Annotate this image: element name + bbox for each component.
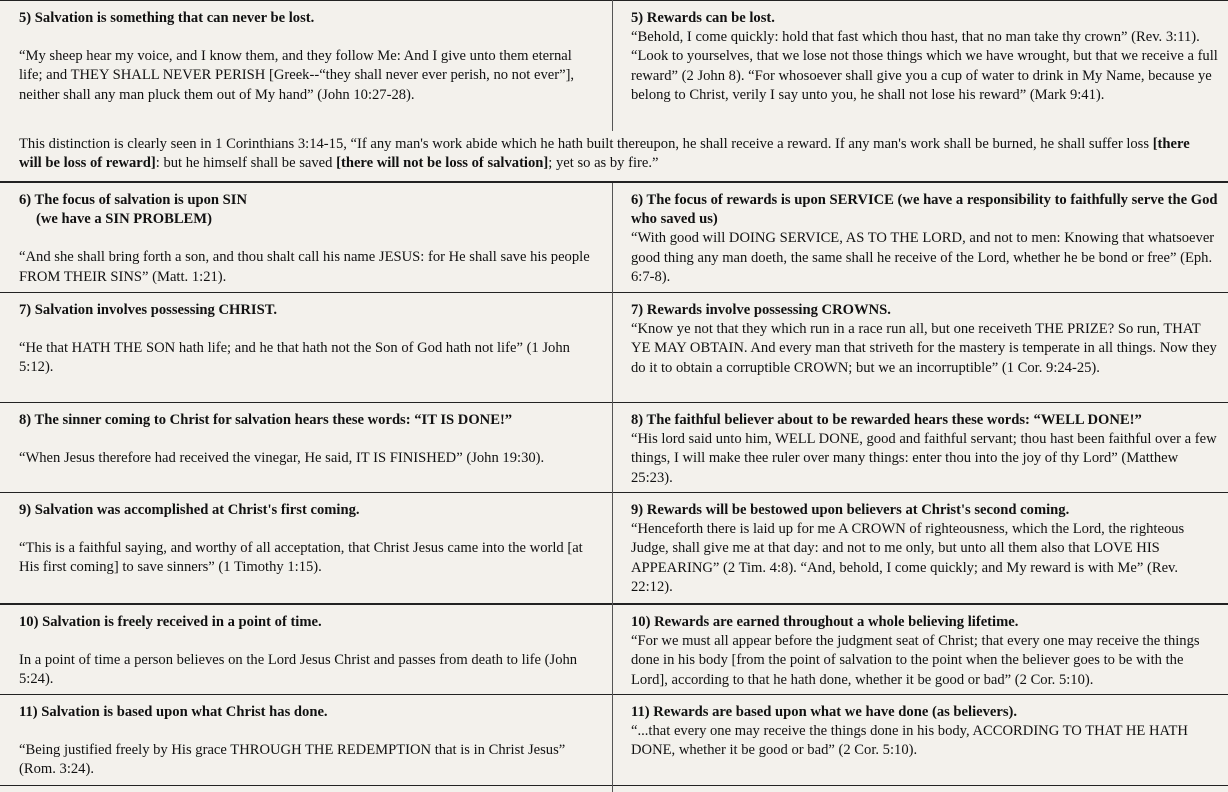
rewards-cell-8 <box>613 403 1228 492</box>
salvation-heading-11: 11) Salvation is based upon what Christ has done. <box>19 704 328 720</box>
salvation-cell-11 <box>0 695 612 785</box>
rewards-heading-6: 6) The focus of rewards is upon SERVICE (we have a responsibility to faithfully serve the God who saved us) <box>631 192 1218 228</box>
distinction-text-1: This distinction is clearly seen in 1 Corinthians 3:14-15, “If any man's work abide which he hath built thereupon, he shall receive a reward. If any man's work shall be burned, he shall suffer loss <box>19 136 1153 152</box>
salvation-text-8: “When Jesus therefore had received the vinegar, He said, IT IS FINISHED” (John 19:30). <box>19 450 545 467</box>
rewards-text-7: “Know ye not that they which run in a race run all, but one receiveth THE PRIZE? So run, THAT YE MAY OBTAIN. And every man that striveth for the mastery is temperate in all things. Now they do it to obtain a corruptible CROWN; but we an incorruptible” (1 Cor. 9:24-25). <box>631 321 1217 376</box>
salvation-heading-6 <box>19 191 596 229</box>
rewards-cell-7 <box>613 293 1228 402</box>
salvation-cell-9 <box>0 493 612 603</box>
distinction-text-2: : but he himself shall be saved <box>155 155 337 172</box>
salvation-text-10: In a point of time a person believes on the Lord Jesus Christ and passes from death to life (John 5:24). <box>19 652 578 688</box>
rewards-cell-9 <box>613 493 1228 603</box>
salvation-heading-10: 10) Salvation is freely received in a point of time. <box>19 614 322 630</box>
salvation-cell-5 <box>0 1 612 131</box>
rewards-heading-9: 9) Rewards will be bestowed upon believers at Christ's second coming. <box>631 502 1070 518</box>
salvation-cell-6 <box>0 183 612 292</box>
salvation-heading-5: 5) Salvation is something that can never be lost. <box>19 10 315 26</box>
rewards-cell-6 <box>613 183 1228 292</box>
rewards-text-11: “...that every one may receive the things done in his body, ACCORDING TO THAT HE HATH DONE, whether it be good or bad” (2 Cor. 5:10). <box>631 723 1188 759</box>
rewards-cell-5 <box>613 1 1228 131</box>
rewards-text-6: “With good will DOING SERVICE, AS TO THE LORD, and not to men: Knowing that whatsoever good thing any man doeth, the same shall he receive of the Lord, whether he be bond or free” (Eph. 6:7-8). <box>631 230 1215 285</box>
salvation-heading-6-line1: 6) The focus of salvation is upon SIN <box>19 192 248 208</box>
rewards-text-10: “For we must all appear before the judgment seat of Christ; that every one may receive the things done in his body [from the point of salvation to the point when the believer goes to be with the Lord], according to that he hath done, whether it be good or bad” (2 Cor. 5:10). <box>631 633 1200 688</box>
rewards-cell-10 <box>613 605 1228 694</box>
distinction-paragraph <box>0 135 1220 173</box>
salvation-text-11: “Being justified freely by His grace THROUGH THE REDEMPTION that is in Christ Jesus” (Rom. 3:24). <box>19 742 566 778</box>
rewards-text-9: “Henceforth there is laid up for me A CROWN of righteousness, which the Lord, the righteous Judge, shall give me at that day: and not to me only, but unto all them also that LOVE HIS APPEARING” (2 Tim. 4:8). “And, behold, I come quickly; and My reward is with Me” (Rev. 22:12). <box>631 521 1185 595</box>
salvation-cell-8 <box>0 403 612 492</box>
salvation-cell-10 <box>0 605 612 694</box>
salvation-heading-6-line2: (we have a SIN PROBLEM) <box>36 211 212 228</box>
rewards-heading-5: 5) Rewards can be lost. <box>631 10 775 26</box>
row-divider <box>0 785 1228 786</box>
rewards-heading-8: 8) The faithful believer about to be rewarded hears these words: “WELL DONE!” <box>631 412 1142 428</box>
distinction-text-3: ; yet so as by fire.” <box>548 155 659 172</box>
salvation-text-6: “And she shall bring forth a son, and thou shalt call his name JESUS: for He shall save his people FROM THEIR SINS” (Matt. 1:21). <box>19 249 590 285</box>
salvation-text-5: “My sheep hear my voice, and I know them, and they follow Me: And I give unto them eternal life; and THEY SHALL NEVER PERISH [Greek--“they shall never ever perish, no not ever”], neither shall any man pluck them out of My hand” (John 10:27-28). <box>19 48 575 103</box>
salvation-text-9: “This is a faithful saying, and worthy of all acceptation, that Christ Jesus came into the world [at His first coming] to save sinners” (1 Timothy 1:15). <box>19 540 583 576</box>
salvation-heading-7: 7) Salvation involves possessing CHRIST. <box>19 302 278 318</box>
rewards-text-8: “His lord said unto him, WELL DONE, good and faithful servant; thou hast been faithful over a few things, I will make thee ruler over many things: enter thou into the joy of thy Lord” (Matthew 25:23). <box>631 431 1217 486</box>
salvation-text-7: “He that HATH THE SON hath life; and he that hath not the Son of God hath not life” (1 John 5:12). <box>19 340 570 376</box>
distinction-bold-2: [there will not be loss of salvation] <box>336 155 549 172</box>
rewards-heading-7: 7) Rewards involve possessing CROWNS. <box>631 302 891 318</box>
salvation-heading-8: 8) The sinner coming to Christ for salvation hears these words: “IT IS DONE!” <box>19 412 513 428</box>
rewards-heading-10: 10) Rewards are earned throughout a whole believing lifetime. <box>631 614 1019 630</box>
salvation-heading-9: 9) Salvation was accomplished at Christ's first coming. <box>19 502 360 518</box>
rewards-heading-11: 11) Rewards are based upon what we have done (as believers). <box>631 704 1018 720</box>
distinction-bold-1: [there will be loss of reward] <box>19 136 1190 172</box>
salvation-cell-7 <box>0 293 612 402</box>
rewards-cell-11 <box>613 695 1228 785</box>
rewards-text-5: “Behold, I come quickly: hold that fast which thou hast, that no man take thy crown” (Rev. 3:11). “Look to yourselves, that we lose not those things which we have wrought, but that we receive a full reward” (2 John 8). “For whosoever shall give you a cup of water to drink in My Name, because ye belong to Christ, verily I say unto you, he shall not lose his reward” (Mark 9:41). <box>631 29 1218 103</box>
